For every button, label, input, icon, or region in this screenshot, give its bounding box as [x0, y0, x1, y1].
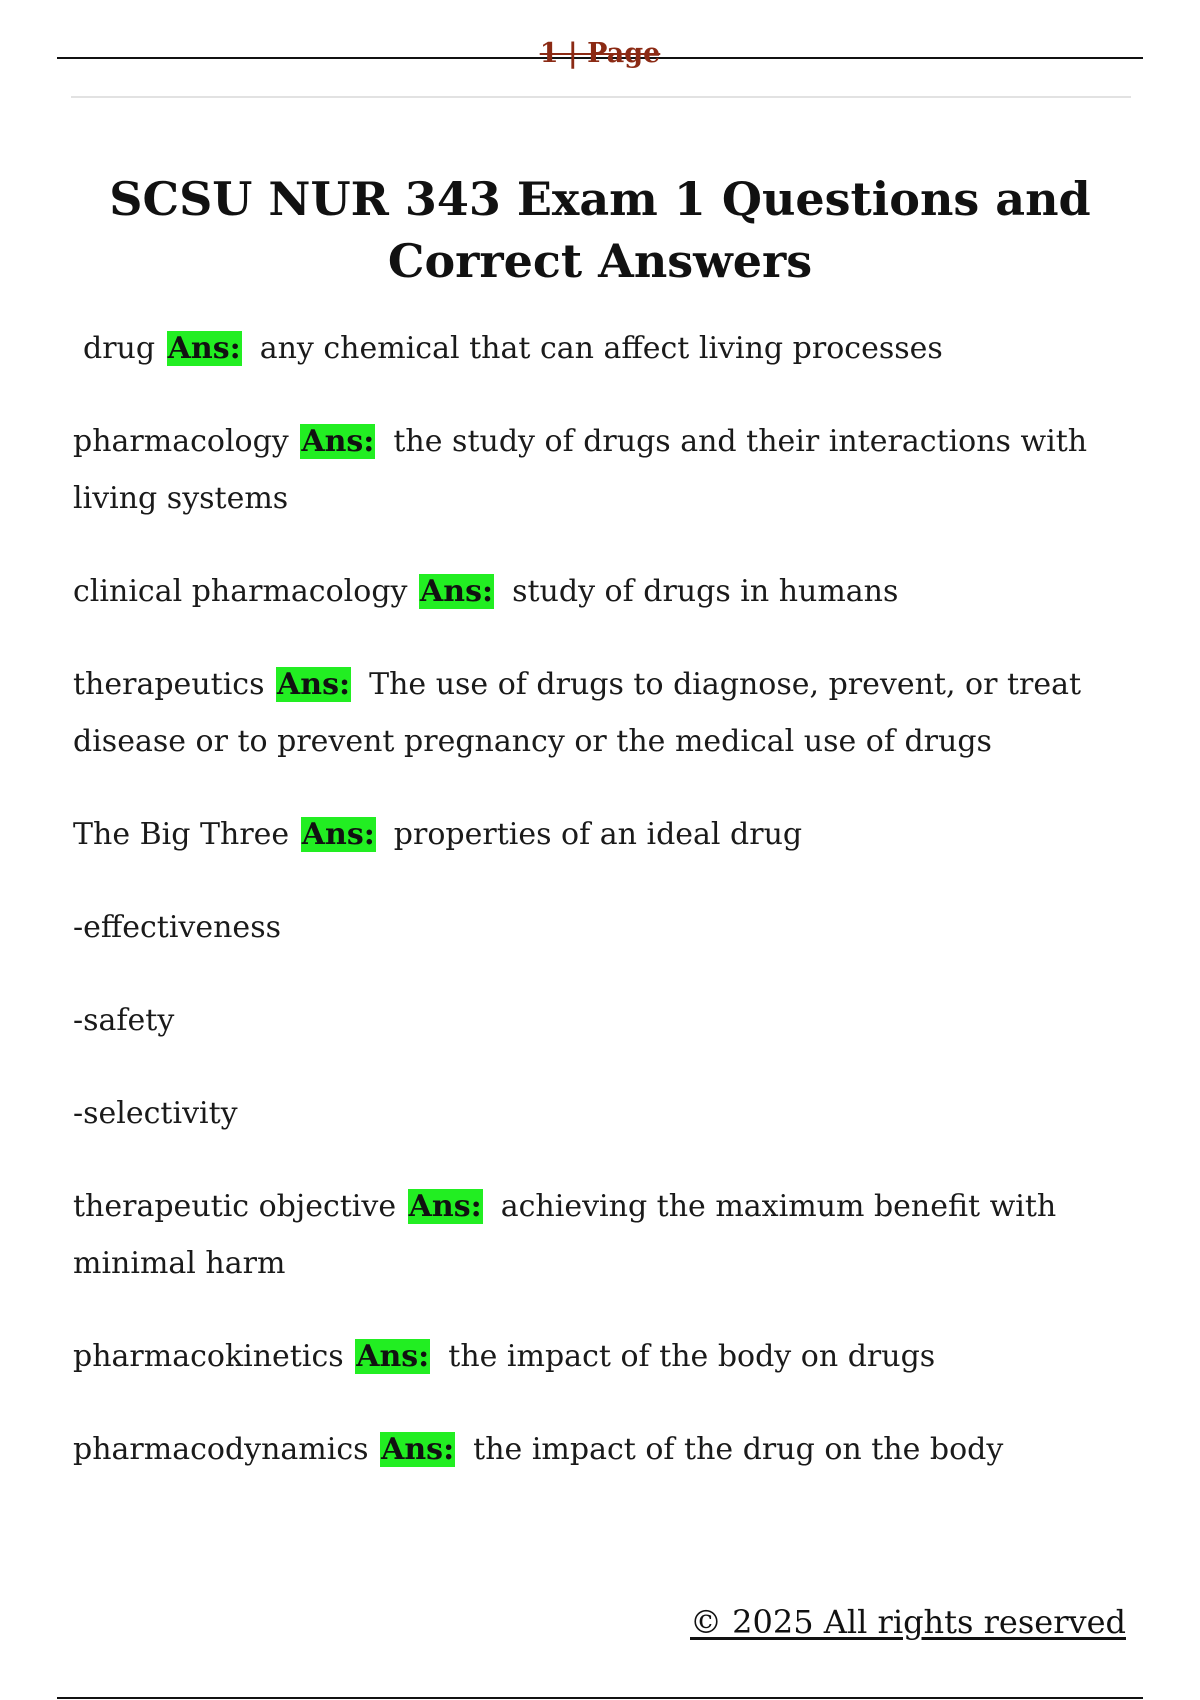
answer-marker: Ans:: [301, 817, 375, 852]
term: therapeutics: [73, 667, 265, 702]
qa-entry-pharmacodynamics: [73, 1421, 1133, 1478]
footer-line: [57, 1697, 1143, 1699]
big-three-item: -safety: [73, 1003, 175, 1038]
page-number: 1 | Page: [539, 38, 661, 69]
big-three-item: -selectivity: [73, 1096, 238, 1131]
qa-entry-pharmacokinetics: [73, 1328, 1133, 1385]
copyright-footer: © 2025 All rights reserved: [690, 1603, 1126, 1641]
definition: properties of an ideal drug: [393, 817, 803, 852]
definition: study of drugs in humans: [512, 574, 899, 609]
document-body: [73, 320, 1133, 1514]
definition: The use of drugs to diagnose, prevent, or treat disease or to prevent pregnancy or the medical use of drugs: [73, 667, 1082, 759]
answer-marker: Ans:: [167, 331, 241, 366]
qa-entry-therapeutic-objective: [73, 1178, 1133, 1292]
header-divider: [71, 96, 1131, 98]
qa-entry-clinical-pharmacology: [73, 563, 1133, 620]
term: pharmacokinetics: [73, 1339, 344, 1374]
answer-marker: Ans:: [301, 424, 375, 459]
definition: the study of drugs and their interactions with living systems: [73, 424, 1088, 516]
definition: the impact of the drug on the body: [473, 1432, 1004, 1467]
term: The Big Three: [73, 817, 290, 852]
answer-marker: Ans:: [408, 1189, 482, 1224]
answer-marker: Ans:: [420, 574, 494, 609]
definition: achieving the maximum benefit with minimal harm: [73, 1189, 1057, 1281]
qa-entry-big-three: [73, 806, 1133, 863]
answer-marker: Ans:: [277, 667, 351, 702]
big-three-item: -effectiveness: [73, 910, 281, 945]
term: pharmacodynamics: [73, 1432, 369, 1467]
term: therapeutic objective: [73, 1189, 397, 1224]
term: clinical pharmacology: [73, 574, 408, 609]
qa-entry-pharmacology: [73, 413, 1133, 527]
document-title: SCSU NUR 343 Exam 1 Questions and Correct Answers: [109, 172, 1091, 288]
qa-entry-therapeutics: [73, 656, 1133, 770]
definition: the impact of the body on drugs: [448, 1339, 936, 1374]
definition: any chemical that can affect living processes: [259, 331, 943, 366]
term: pharmacology: [73, 424, 289, 459]
answer-marker: Ans:: [381, 1432, 455, 1467]
answer-marker: Ans:: [356, 1339, 430, 1374]
term: drug: [83, 331, 156, 366]
qa-entry-drug: [73, 320, 1133, 377]
